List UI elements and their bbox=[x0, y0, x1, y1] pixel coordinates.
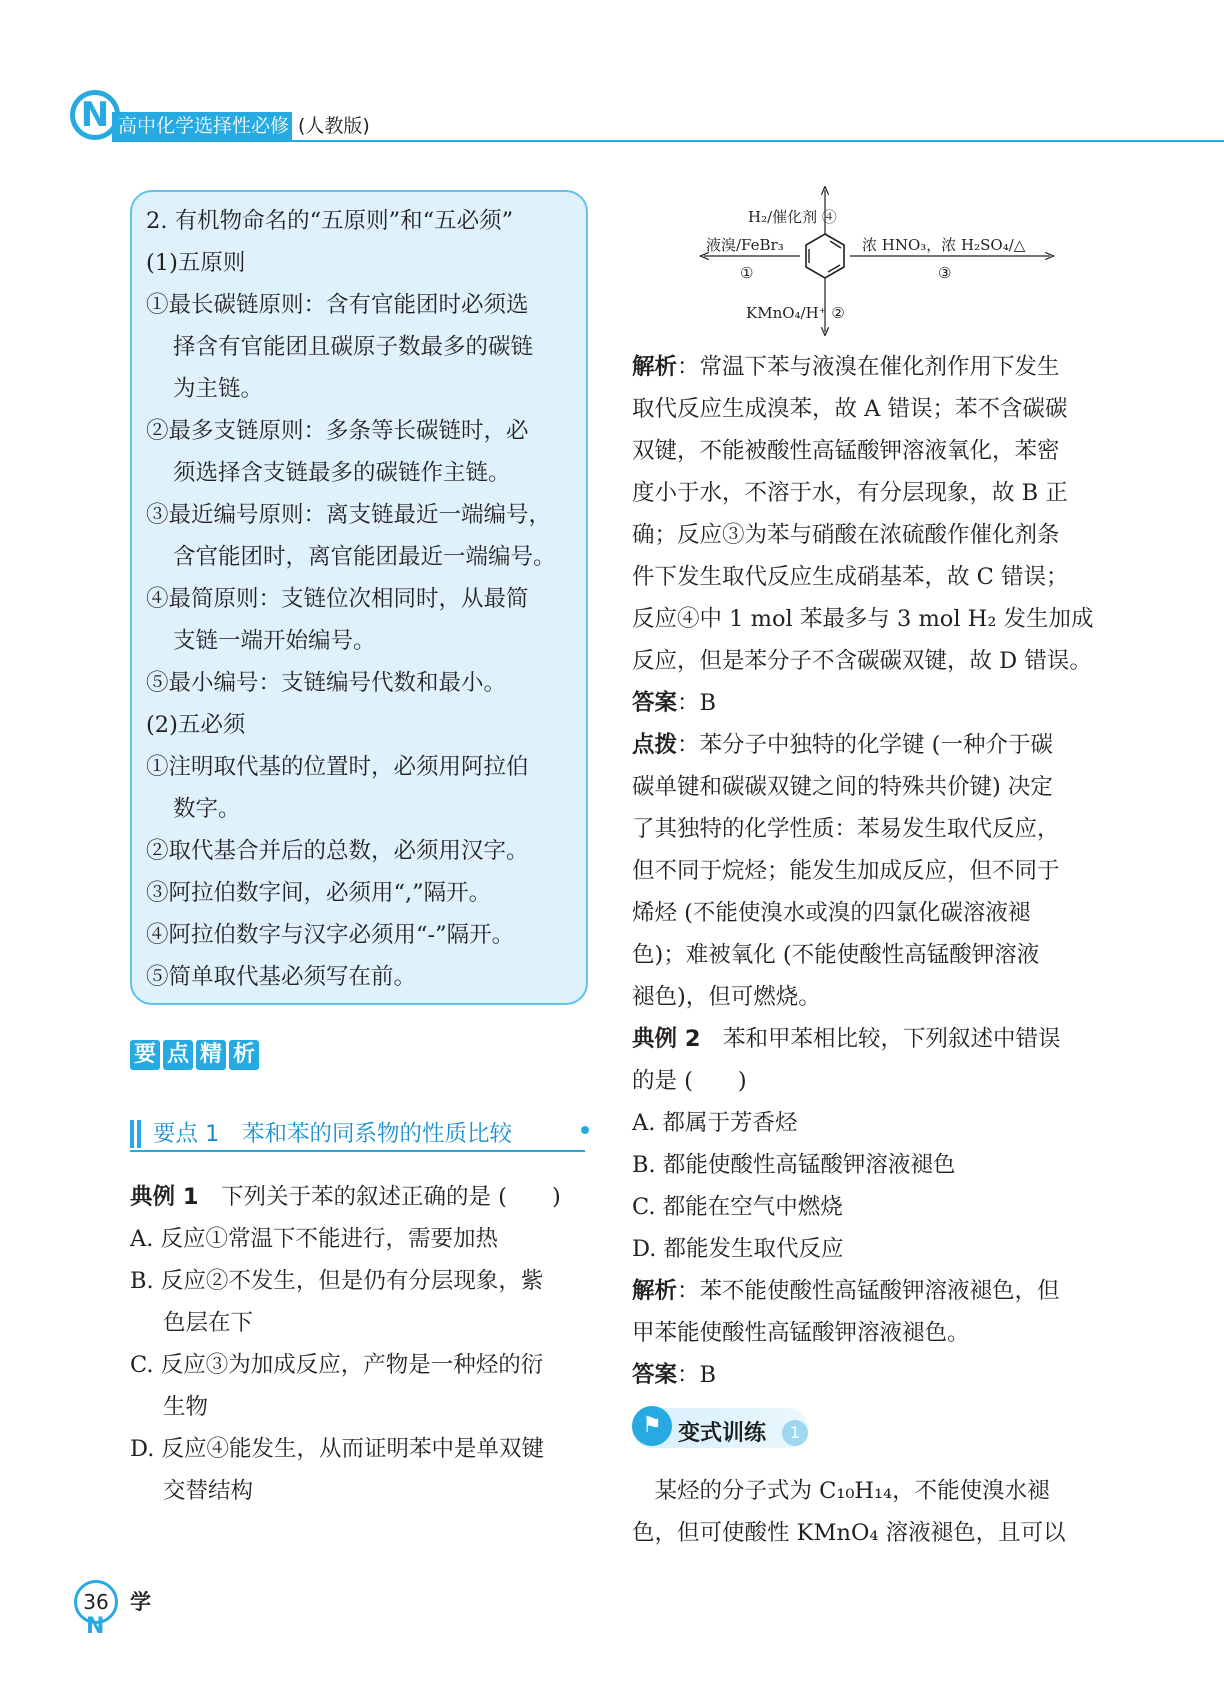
point-dot bbox=[581, 1126, 589, 1134]
analysis-label: 解析 bbox=[632, 354, 678, 380]
example-question-text: 下列关于苯的叙述正确的是 ( ) bbox=[221, 1184, 561, 1210]
option-line: 生物 bbox=[163, 1394, 209, 1420]
book-title: 高中化学选择性必修 3 bbox=[118, 115, 308, 137]
analysis-line: 甲苯能使酸性高锰酸钾溶液褪色。 bbox=[632, 1320, 970, 1346]
analysis-line: 件下发生取代反应生成硝基苯，故 C 错误； bbox=[632, 564, 1069, 590]
tip-line: 但不同于烷烃；能发生加成反应，但不同于 bbox=[632, 858, 1060, 884]
example-1 bbox=[130, 1176, 561, 1512]
kbox-line: 支链一端开始编号。 bbox=[173, 628, 376, 654]
book-edition: (人教版) bbox=[298, 115, 370, 137]
tip-line: 了其独特的化学性质：苯易发生取代反应， bbox=[632, 816, 1060, 842]
option-line: B. 都能使酸性高锰酸钾溶液褪色 bbox=[632, 1152, 956, 1178]
reagent-right: 浓 HNO₃，浓 H₂SO₄/△ bbox=[862, 236, 1026, 254]
kbox-line: (2)五必须 bbox=[146, 712, 246, 738]
kbox-line: ③最近编号原则：离支链最近一端编号， bbox=[146, 502, 552, 528]
tip-text: ：苯分子中独特的化学键 (一种介于碳 bbox=[677, 732, 1053, 758]
tip-line: 烯烃 (不能使溴水或溴的四氯化碳溶液褪 bbox=[632, 900, 1031, 926]
kbox-line: 择含有官能团且碳原子数最多的碳链 bbox=[173, 334, 534, 360]
option-line: A. 反应①常温下不能进行，需要加热 bbox=[130, 1226, 499, 1252]
answer-value: ：B bbox=[677, 690, 717, 716]
training-body bbox=[632, 1470, 1066, 1554]
reagent-top: H₂/催化剂 ④ bbox=[748, 208, 837, 226]
kbox-line: ②取代基合并后的总数，必须用汉字。 bbox=[146, 838, 529, 864]
kbox-line: ①最长碳链原则：含有官能团时必须选 bbox=[146, 292, 529, 318]
point-title: 要点 1 苯和苯的同系物的性质比较 bbox=[153, 1121, 512, 1147]
benzene-ring bbox=[806, 234, 844, 278]
tip-label: 点拨 bbox=[632, 732, 678, 758]
point-marker-bar bbox=[137, 1120, 141, 1148]
reagent-left-num: ① bbox=[740, 264, 754, 282]
kbox-line: ③阿拉伯数字间，必须用“,”隔开。 bbox=[146, 880, 492, 906]
analysis-text: ：苯不能使酸性高锰酸钾溶液褪色，但 bbox=[677, 1278, 1060, 1304]
kbox-line: ①注明取代基的位置时，必须用阿拉伯 bbox=[146, 754, 529, 780]
answer-label: 答案 bbox=[632, 1362, 678, 1388]
analysis-line: 度小于水，不溶于水，有分层现象，故 B 正 bbox=[632, 480, 1068, 506]
section-tag-char: 析 bbox=[229, 1040, 259, 1070]
reagent-left: 液溴/FeBr₃ bbox=[706, 236, 784, 254]
analysis-line: 反应，但是苯分子不含碳碳双键，故 D 错误。 bbox=[632, 648, 1092, 674]
answer-line bbox=[632, 1354, 1094, 1396]
option-line: C. 反应③为加成反应，产物是一种烃的衍 bbox=[130, 1352, 544, 1378]
analysis-text: ：常温下苯与液溴在催化剂作用下发生 bbox=[677, 354, 1060, 380]
kbox-line: 为主链。 bbox=[173, 376, 264, 402]
tip-line: 色)；难被氧化 (不能使酸性高锰酸钾溶液 bbox=[632, 942, 1040, 968]
benzene-reaction-diagram bbox=[690, 186, 1060, 336]
kbox-line: ⑤最小编号：支链编号代数和最小。 bbox=[146, 670, 507, 696]
section-tag bbox=[130, 1040, 259, 1070]
kbox-line: ②最多支链原则：多条等长碳链时，必 bbox=[146, 418, 529, 444]
tip-line: 碳单键和碳碳双键之间的特殊共价键) 决定 bbox=[632, 774, 1053, 800]
kbox-line: 含官能团时，离官能团最近一端编号。 bbox=[173, 544, 556, 570]
tip-line: 褪色)，但可燃烧。 bbox=[632, 984, 821, 1010]
analysis-line: 反应④中 1 mol 苯最多与 3 mol H₂ 发生加成 bbox=[632, 606, 1094, 632]
reagent-bottom: KMnO₄/H⁺ ② bbox=[746, 304, 845, 322]
footer-n-icon: N bbox=[86, 1614, 105, 1639]
answer-value: ：B bbox=[677, 1362, 717, 1388]
section-tag-char: 点 bbox=[163, 1040, 193, 1070]
option-line: C. 都能在空气中燃烧 bbox=[632, 1194, 843, 1220]
tip-line bbox=[632, 724, 1094, 766]
section-tag-char: 要 bbox=[130, 1040, 160, 1070]
option-line: 交替结构 bbox=[163, 1478, 254, 1504]
example2-text: 苯和甲苯相比较，下列叙述中错误 bbox=[700, 1026, 1061, 1052]
analysis-line bbox=[632, 1270, 1094, 1312]
training-line: 色，但可使酸性 KMnO₄ 溶液褪色，且可以 bbox=[632, 1520, 1066, 1546]
logo-n-icon: N bbox=[70, 90, 120, 140]
kbox-line: 2. 有机物命名的“五原则”和“五必须” bbox=[146, 208, 514, 234]
analysis-line bbox=[632, 346, 1094, 388]
kbox-line: ⑤简单取代基必须写在前。 bbox=[146, 964, 417, 990]
reagent-right-num: ③ bbox=[938, 264, 952, 282]
example-label: 典例 1 bbox=[130, 1184, 199, 1210]
analysis-label: 解析 bbox=[632, 1278, 678, 1304]
analysis-line: 双键，不能被酸性高锰酸钾溶液氧化，苯密 bbox=[632, 438, 1060, 464]
option-line: D. 都能发生取代反应 bbox=[632, 1236, 844, 1262]
kbox-line: ④最简原则：支链位次相同时，从最简 bbox=[146, 586, 529, 612]
footer-subject: 学 bbox=[130, 1590, 151, 1614]
right-column bbox=[632, 346, 1094, 1396]
training-number: 1 bbox=[782, 1420, 808, 1446]
point-underline bbox=[130, 1150, 585, 1152]
option-line: 色层在下 bbox=[163, 1310, 254, 1336]
header-rule bbox=[112, 140, 1224, 142]
example2-label: 典例 2 bbox=[632, 1026, 701, 1052]
page-number: 36 bbox=[74, 1580, 118, 1624]
example2-line bbox=[632, 1018, 1094, 1060]
example-question bbox=[130, 1176, 561, 1218]
training-line: 某烃的分子式为 C₁₀H₁₄，不能使溴水褪 bbox=[632, 1478, 1050, 1504]
point-marker-bar bbox=[130, 1120, 134, 1148]
kbox-line: 数字。 bbox=[173, 796, 241, 822]
answer-label: 答案 bbox=[632, 690, 678, 716]
option-line: A. 都属于芳香烃 bbox=[632, 1110, 798, 1136]
kbox-line: (1)五原则 bbox=[146, 250, 246, 276]
knowledge-box-text bbox=[146, 200, 556, 998]
example2-line: 的是 ( ) bbox=[632, 1068, 747, 1094]
option-line: D. 反应④能发生，从而证明苯中是单双键 bbox=[130, 1436, 545, 1462]
section-tag-char: 精 bbox=[196, 1040, 226, 1070]
kbox-line: ④阿拉伯数字与汉字必须用“-”隔开。 bbox=[146, 922, 515, 948]
training-title: 变式训练 bbox=[678, 1421, 767, 1446]
analysis-line: 确；反应③为苯与硝酸在浓硫酸作催化剂条 bbox=[632, 522, 1060, 548]
answer-line bbox=[632, 682, 1094, 724]
flag-icon: ⚑ bbox=[632, 1406, 672, 1446]
option-line: B. 反应②不发生，但是仍有分层现象，紫 bbox=[130, 1268, 544, 1294]
analysis-line: 取代反应生成溴苯，故 A 错误；苯不含碳碳 bbox=[632, 396, 1068, 422]
kbox-line: 须选择含支链最多的碳链作主链。 bbox=[173, 460, 511, 486]
